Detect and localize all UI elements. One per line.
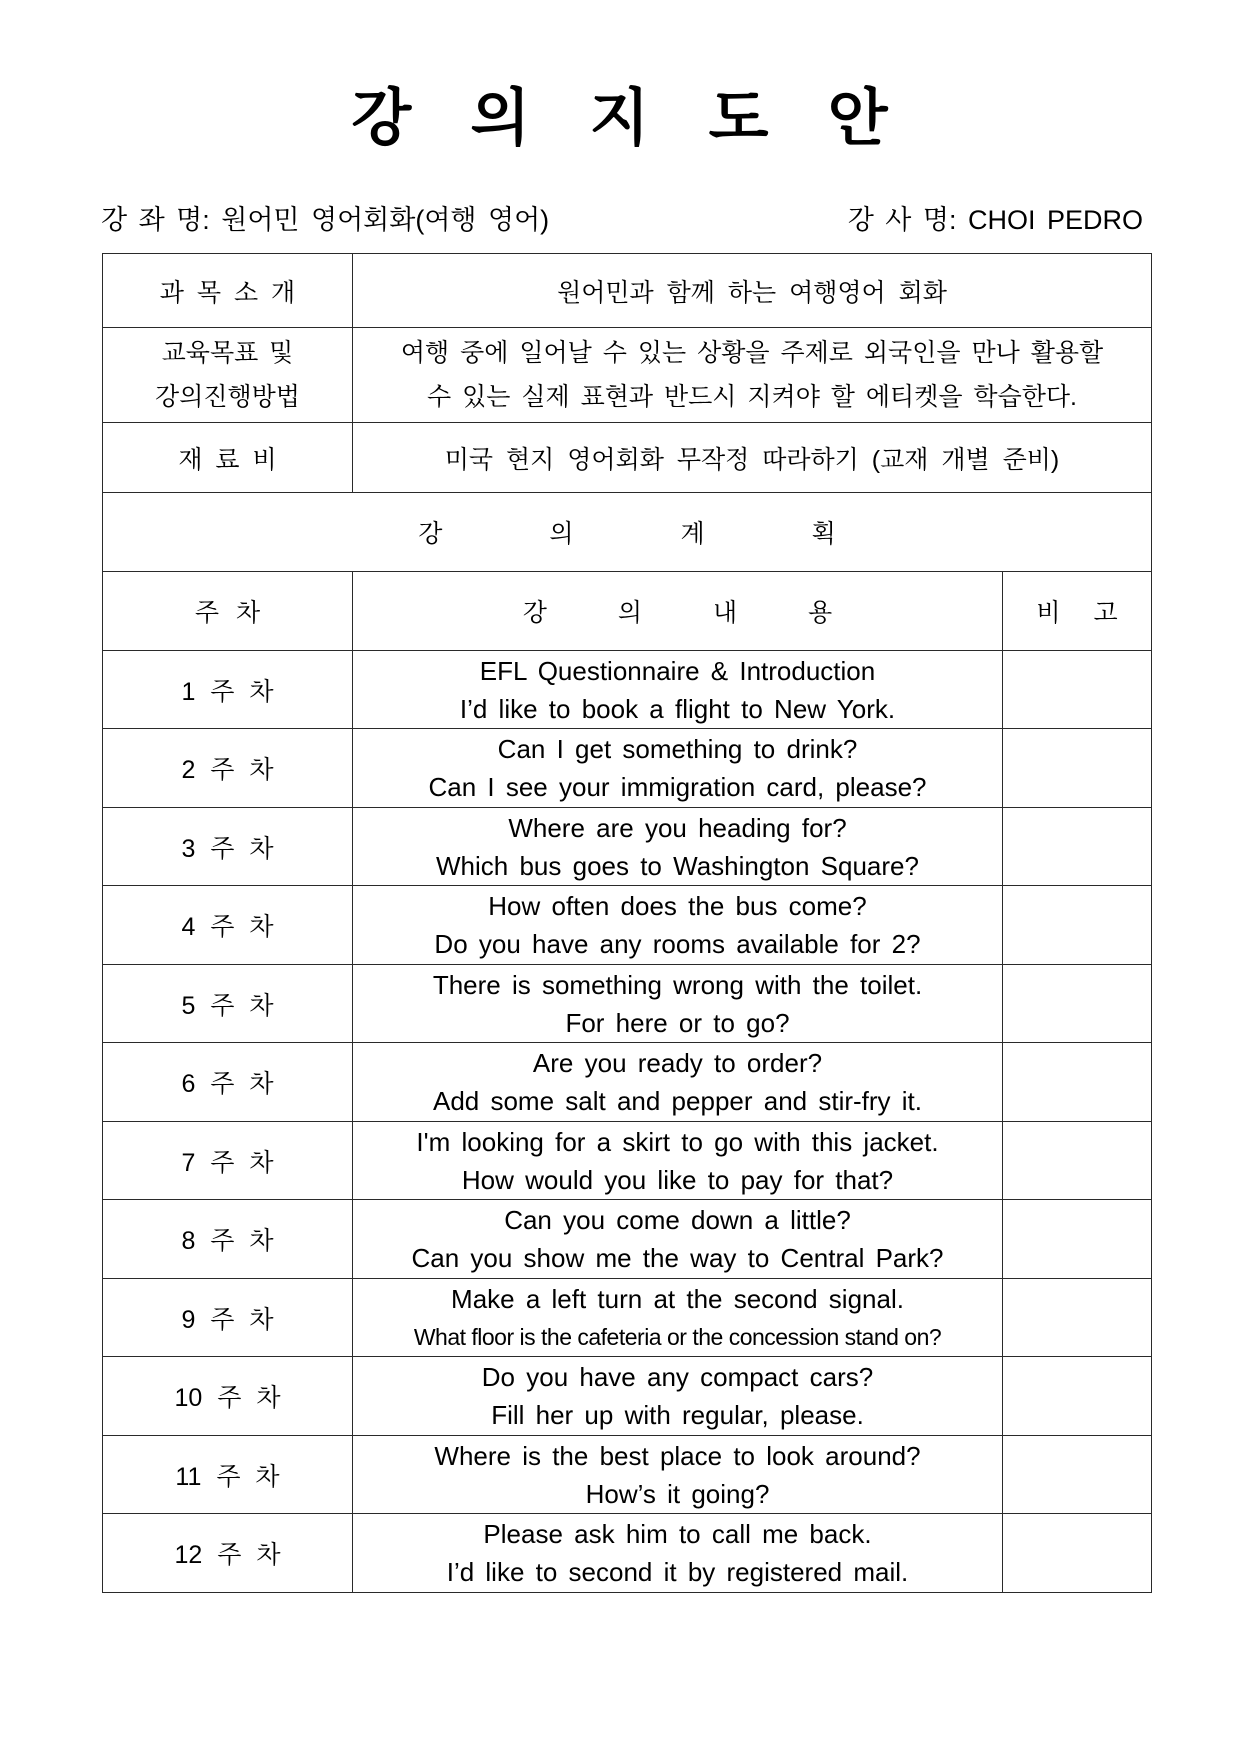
week-note: [1003, 1279, 1152, 1357]
week-content-line: Add some salt and pepper and stir-fry it.: [432, 1086, 922, 1116]
course-goal-label-line: 교육목표 및: [161, 339, 294, 367]
week-content-line: EFL Questionnaire & Introduction: [479, 655, 876, 686]
week-content: [353, 651, 1003, 729]
week-content-line: Fill her up with regular, please.: [491, 1400, 864, 1430]
week-row: [103, 1200, 1152, 1279]
week-content-line: Can you come down a little?: [504, 1205, 851, 1235]
week-content-line: Do you have any compact cars?: [481, 1362, 874, 1392]
week-label: 9 주 차: [103, 1279, 353, 1357]
course-goal-value-line: 여행 중에 일어날 수 있는 상황을 주제로 외국인을 만나 활용할: [400, 339, 1104, 367]
week-row: [103, 965, 1152, 1043]
week-label: 1 주 차: [103, 651, 353, 729]
week-note: [1003, 886, 1152, 965]
week-content-line: What floor is the cafeteria or the concession stand on?: [413, 1323, 942, 1350]
week-content: [353, 1279, 1003, 1357]
week-note: [1003, 651, 1152, 729]
week-content-line: I’d like to book a flight to New York.: [459, 693, 896, 724]
week-content-line: Where is the best place to look around?: [434, 1440, 921, 1471]
week-row: [103, 886, 1152, 965]
course-intro-value: 원어민과 함께 하는 여행영어 회화: [353, 254, 1152, 328]
week-content: [353, 1200, 1003, 1279]
week-content-line: Can you show me the way to Central Park?: [411, 1243, 944, 1273]
week-note: [1003, 1357, 1152, 1436]
week-label: 11 주 차: [103, 1436, 353, 1514]
week-content-line: For here or to go?: [565, 1007, 790, 1038]
week-content-line: Can I see your immigration card, please?: [428, 772, 927, 802]
week-content-line: How would you like to pay for that?: [461, 1164, 894, 1195]
course-goal-value: [353, 328, 1152, 423]
column-header-content: 강 의 내 용: [353, 572, 1003, 651]
week-content-line: Where are you heading for?: [508, 812, 847, 843]
week-content: [353, 1436, 1003, 1514]
course-goal-label: [103, 328, 353, 423]
week-row: [103, 1279, 1152, 1357]
week-row: [103, 1122, 1152, 1200]
course-intro-row: [103, 254, 1152, 328]
week-note: [1003, 1514, 1152, 1593]
plan-header-row: [103, 572, 1152, 651]
course-name: 강 좌 명: 원어민 영어회화(여행 영어): [101, 205, 550, 235]
week-row: [103, 1514, 1152, 1593]
week-content-line: Can I get something to drink?: [497, 734, 858, 764]
column-header-note: 비 고: [1003, 572, 1152, 651]
material-value: 미국 현지 영어회화 무작정 따라하기 (교재 개별 준비): [353, 423, 1152, 493]
week-content-line: Please ask him to call me back.: [483, 1519, 872, 1549]
week-content: [353, 1357, 1003, 1436]
material-row: [103, 423, 1152, 493]
week-content: [353, 1043, 1003, 1122]
week-note: [1003, 965, 1152, 1043]
course-goal-row: [103, 328, 1152, 423]
week-note: [1003, 1436, 1152, 1514]
week-label: 5 주 차: [103, 965, 353, 1043]
week-content: [353, 965, 1003, 1043]
week-row: [103, 808, 1152, 886]
week-note: [1003, 729, 1152, 808]
week-note: [1003, 808, 1152, 886]
week-label: 12 주 차: [103, 1514, 353, 1593]
week-label: 2 주 차: [103, 729, 353, 808]
week-label: 8 주 차: [103, 1200, 353, 1279]
week-content-line: Which bus goes to Washington Square?: [436, 850, 919, 881]
week-content: [353, 1122, 1003, 1200]
week-row: [103, 729, 1152, 808]
column-header-week: 주 차: [103, 572, 353, 651]
course-goal-value-line: 수 있는 실제 표현과 반드시 지켜야 할 에티켓을 학습한다.: [427, 383, 1077, 411]
week-content: [353, 808, 1003, 886]
week-row: [103, 1043, 1152, 1122]
week-content: [353, 886, 1003, 965]
week-label: 7 주 차: [103, 1122, 353, 1200]
week-content-line: I'm looking for a skirt to go with this jacket.: [416, 1126, 939, 1157]
week-note: [1003, 1122, 1152, 1200]
week-row: [103, 1357, 1152, 1436]
material-label: 재 료 비: [103, 423, 353, 493]
week-content: [353, 729, 1003, 808]
week-label: 6 주 차: [103, 1043, 353, 1122]
week-content-line: I’d like to second it by registered mail.: [446, 1557, 909, 1587]
week-content-line: Do you have any rooms available for 2?: [434, 929, 921, 959]
week-note: [1003, 1200, 1152, 1279]
week-label: 3 주 차: [103, 808, 353, 886]
week-content-line: There is something wrong with the toilet.: [432, 969, 923, 1000]
week-label: 10 주 차: [103, 1357, 353, 1436]
week-row: [103, 1436, 1152, 1514]
week-content: [353, 1514, 1003, 1593]
week-note: [1003, 1043, 1152, 1122]
week-content-line: How often does the bus come?: [488, 891, 867, 921]
week-content-line: Are you ready to order?: [532, 1048, 823, 1078]
plan-title-row: [103, 493, 1152, 572]
course-goal-label-line: 강의진행방법: [155, 383, 300, 411]
week-content-line: Make a left turn at the second signal.: [451, 1283, 904, 1314]
week-content-line: How’s it going?: [585, 1478, 770, 1509]
week-row: [103, 651, 1152, 729]
week-label: 4 주 차: [103, 886, 353, 965]
lesson-plan-table: [102, 253, 1152, 1593]
plan-title: 강 의 계 획: [103, 493, 1152, 572]
document-title: 강 의 지 도 안: [351, 84, 888, 153]
course-intro-label: 과 목 소 개: [103, 254, 353, 328]
instructor-name: 강 사 명: CHOI PEDRO: [847, 205, 1143, 235]
